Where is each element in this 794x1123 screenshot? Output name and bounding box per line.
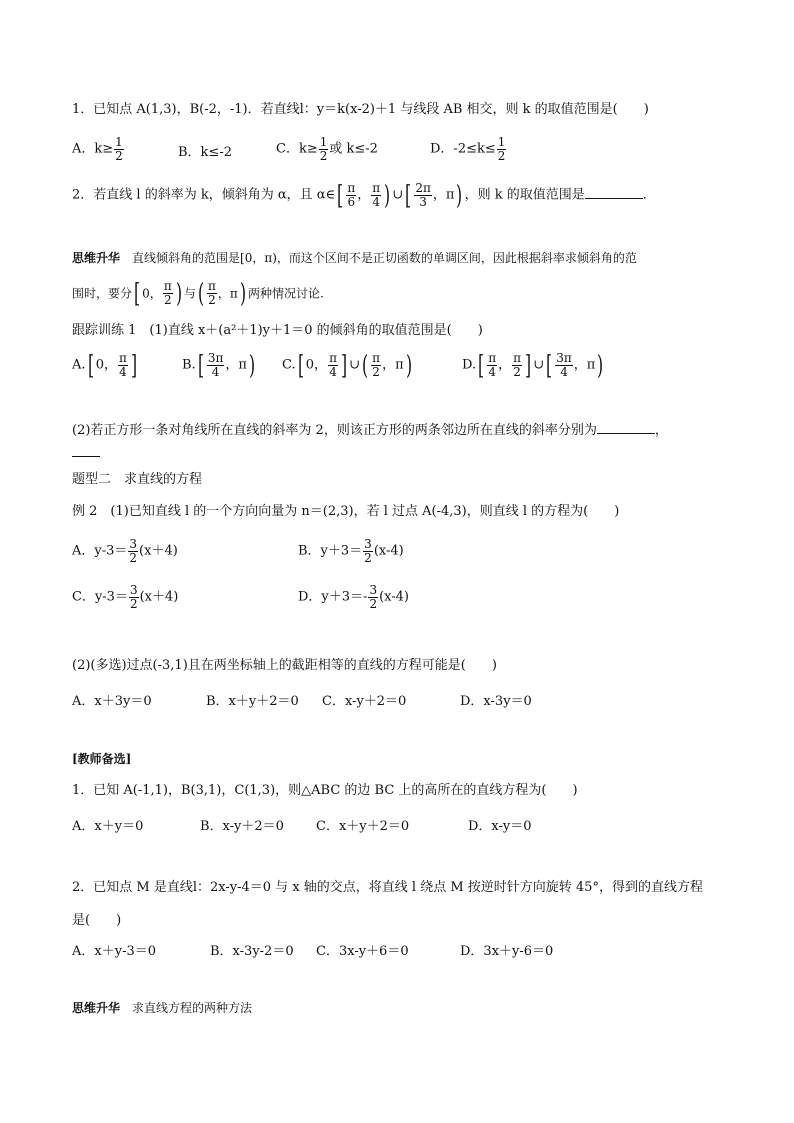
training-1-option-b: B.[ $\frac{3\pi}{4}$ ，π) [182, 350, 256, 381]
teacher-q2-option-d: D．3x＋y-6＝0 [460, 944, 554, 959]
teacher-backup-label: [教师备选] [72, 752, 132, 766]
training-1-stem: 跟踪训练 1 (1)直线 x＋(a²＋1)y＋1＝0 的倾斜角的取值范围是( ) [72, 323, 483, 338]
teacher-q2-option-b: B．x-3y-2＝0 [210, 944, 294, 959]
teacher-q1-option-d: D．x-y＝0 [468, 819, 532, 834]
training-1-option-c: C.[ 0， $\frac{\pi}{4}$ ] ∪( $\frac{\pi}{2}$ ，π) [282, 350, 412, 381]
training-1-option-a: A.[ 0， $\frac{\pi}{4}$ ] [72, 350, 137, 381]
teacher-q1-option-a: A．x＋y＝0 [72, 819, 144, 834]
q2: 2．若直线 l 的斜率为 k，倾斜角为 α，且 α∈[ $\frac{\pi}{6}$ ， $\frac{\pi}{4}$ ) ∪[ $\frac{2\pi}{3}$ ，π) ，则 k 的取值范围是 ． [72, 180, 656, 211]
teacher-q2-stem-cont: 是( ) [72, 913, 122, 928]
example-2-q2-option-d: D．x-3y＝0 [460, 694, 532, 709]
example-2-q2-option-b: B．x＋y＋2＝0 [206, 694, 299, 709]
training-1-option-d: D.[ $\frac{\pi}{4}$ ， $\frac{\pi}{2}$ ] ∪[ $\frac{3\pi}{4}$ ，π) [462, 350, 604, 381]
example-2-option-c: C．y-3＝ $\frac{3}{2}$ (x＋4) [72, 583, 179, 611]
teacher-q2-stem: 2．已知点 M 是直线l：2x-y-4＝0 与 x 轴的交点，将直线 l 绕点 M 按逆时针方向旋转 45°，得到的直线方程 [72, 880, 703, 895]
thinking-note-1-line2: 围时，要分[ 0， $\frac{\pi}{2}$ ) 与( $\frac{\pi}{2}$ ，π) 两种情况讨论. [72, 278, 324, 309]
q1-option-d: D．-2≤k≤ $\frac{1}{2}$ [430, 135, 506, 163]
teacher-q2-option-c: C．3x-y＋6＝0 [316, 944, 409, 959]
example-2-option-d: D．y＋3＝- $\frac{3}{2}$ (x-4) [298, 583, 410, 611]
q1-option-b: B．k≤-2 [178, 145, 232, 160]
example-2-option-a: A．y-3＝ $\frac{3}{2}$ (x＋4) [72, 537, 178, 565]
thinking-note-1: 思维升华 直线倾斜角的范围是[0，π)，而这个区间不是正切函数的单调区间，因此根据斜率求倾斜角的范 [72, 251, 637, 265]
teacher-q1-stem: 1．已知 A(-1,1)，B(3,1)，C(1,3)，则△ABC 的边 BC 上的高所在的直线方程为( ) [72, 783, 578, 798]
training-1-q2-blank-1[interactable] [597, 421, 655, 434]
example-2-q2-stem: (2)(多选)过点(-3,1)且在两坐标轴上的截距相等的直线的方程可能是( ) [72, 658, 497, 673]
example-2-stem: 例 2 (1)已知直线 l 的一个方向向量为 n＝(2,3)，若 l 过点 A(-4,3)，则直线 l 的方程为( ) [72, 504, 620, 519]
example-2-q2-option-c: C．x-y＋2＝0 [322, 694, 407, 709]
q2-answer-blank[interactable] [585, 186, 643, 199]
training-1-options [72, 352, 692, 386]
training-1-q2-blank-2-row [72, 444, 100, 463]
example-2-option-b: B．y＋3＝ $\frac{3}{2}$ (x-4) [298, 537, 404, 565]
training-1-q2: (2)若正方形一条对角线所在直线的斜率为 2，则该正方形的两条邻边所在直线的斜率分别为 ， [72, 423, 668, 438]
section-title-type2: 题型二 求直线的方程 [72, 472, 203, 487]
example-2-q2-option-a: A．x＋3y＝0 [72, 694, 152, 709]
teacher-q1-option-b: B．x-y＋2＝0 [200, 819, 284, 834]
teacher-q1-option-c: C．x＋y＋2＝0 [316, 819, 410, 834]
q1-option-c: C．k≥ $\frac{1}{2}$ 或 k≤-2 [276, 135, 378, 163]
thinking-note-2: 思维升华 求直线方程的两种方法 [72, 1001, 253, 1015]
training-1-q2-blank-2[interactable] [72, 444, 100, 457]
q1-option-a: A．k≥ $\frac{1}{2}$ [72, 135, 123, 163]
teacher-q2-option-a: A．x＋y-3＝0 [72, 944, 156, 959]
q1-stem: 1．已知点 A(1,3)，B(-2，-1)．若直线l：y＝k(x-2)＋1 与线段 AB 相交，则 k 的取值范围是( ) [72, 102, 649, 117]
